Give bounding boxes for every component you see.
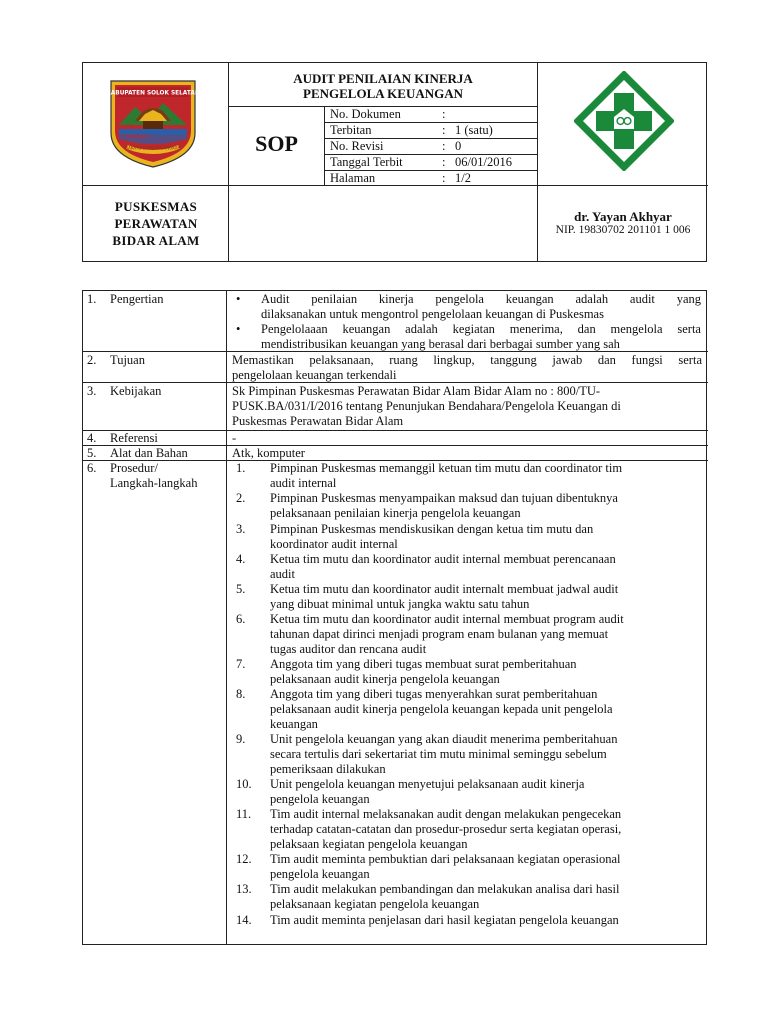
row-number: 2. — [87, 353, 97, 367]
step-line: Unit pengelola keuangan yang akan diaudit menerima pemberitahuan — [270, 732, 618, 746]
organization-line: BIDAR ALAM — [112, 233, 200, 248]
puskesmas-logo — [574, 71, 674, 171]
kebijakan-line: Puskesmas Perawatan Bidar Alam — [232, 414, 404, 428]
step-line: Ketua tim mutu dan koordinator audit internalt membuat jadwal audit — [270, 582, 619, 596]
row-title: Tujuan — [110, 353, 145, 367]
step-line: Pimpinan Puskesmas memanggil ketuan tim mutu dan coordinator tim — [270, 461, 623, 475]
step-number: 10. — [236, 777, 252, 791]
sop-body-table — [82, 290, 707, 945]
step-line: tahunan dapat dirinci menjadi program enam bulanan yang memuat — [270, 627, 609, 641]
organization-line: PUSKESMAS — [114, 199, 198, 214]
step-number: 8. — [236, 687, 246, 701]
signer-name: dr. Yayan Akhyar — [574, 209, 672, 224]
step-line: pengelola keuangan — [270, 792, 370, 806]
bullet-line: Pengelolaaan keuangan adalah kegiatan menerima, dan mengelola serta — [261, 322, 701, 336]
document-title — [229, 71, 537, 101]
row-number: 1. — [87, 292, 97, 306]
step-line: tugas auditor dan rencana audit — [270, 642, 427, 656]
title-line: AUDIT PENILAIAN KINERJA — [293, 71, 473, 86]
row-title: Langkah-langkah — [110, 476, 198, 490]
step-number: 6. — [236, 612, 246, 626]
row-title: Kebijakan — [110, 384, 162, 398]
row-number: 3. — [87, 384, 97, 398]
row-title: Alat dan Bahan — [110, 446, 188, 460]
meta-value: 06/01/2016 — [455, 155, 512, 169]
step-line: audit — [270, 567, 295, 581]
step-line: pemeriksaan dilakukan — [270, 762, 386, 776]
step-line: pelaksaan kegiatan pengelola keuangan — [270, 837, 468, 851]
step-line: pelaksanaan audit kinerja pengelola keuangan — [270, 672, 500, 686]
organization-line: PERAWATAN — [114, 216, 198, 231]
step-line: pelaksanaan kegiatan pengelola keuangan — [270, 897, 480, 911]
bullet-icon: • — [236, 292, 241, 306]
meta-label: No. Dokumen — [330, 107, 401, 121]
kabupaten-crest-logo — [105, 77, 201, 169]
meta-label: Halaman — [330, 171, 376, 185]
step-number: 14. — [236, 913, 252, 927]
meta-value: 0 — [455, 139, 462, 153]
step-line: Tim audit meminta penjelasan dari hasil kegiatan pengelola keuangan — [270, 913, 619, 927]
step-number: 4. — [236, 552, 246, 566]
meta-row-halaman — [325, 171, 537, 186]
meta-colon: : — [442, 139, 446, 153]
step-number: 13. — [236, 882, 252, 896]
step-line: Pimpinan Puskesmas mendiskusikan dengan ketua tim mutu dan — [270, 522, 594, 536]
meta-label: Terbitan — [330, 123, 372, 137]
title-line: PENGELOLA KEUANGAN — [303, 86, 463, 101]
step-number: 5. — [236, 582, 246, 596]
step-line: Ketua tim mutu dan koordinator audit internal membuat perencanaan — [270, 552, 616, 566]
step-line: secara tertulis dari sekertariat tim mutu minimal seminggu sebelum — [270, 747, 607, 761]
step-line: Unit pengelola keuangan menyetujui pelaksanaan audit kinerja — [270, 777, 585, 791]
step-line: Anggota tim yang diberi tugas menyerahkan surat pemberitahuan — [270, 687, 598, 701]
row-title: Pengertian — [110, 292, 164, 306]
meta-label: Tanggal Terbit — [330, 155, 403, 169]
step-number: 11. — [236, 807, 252, 821]
crest-text-bottom: SAKATO SAMU SALANGKAH — [125, 145, 181, 151]
step-line: Pimpinan Puskesmas menyampaikan maksud dan tujuan dibentuknya — [270, 491, 618, 505]
step-number: 2. — [236, 491, 246, 505]
tujuan-line: Memastikan pelaksanaan, ruang lingkup, tanggung jawab dan fungsi serta — [232, 353, 702, 367]
alat-bahan-value: Atk, komputer — [232, 446, 305, 460]
bullet-line: Audit penilaian kinerja pengelola keuangan adalah audit yang — [261, 292, 701, 306]
step-line: audit internal — [270, 476, 337, 490]
step-line: pelaksanaan penilaian kinerja pengelola keuangan — [270, 506, 521, 520]
step-number: 3. — [236, 522, 246, 536]
crest-text-top: KABUPATEN SOLOK SELATAN — [106, 90, 200, 97]
step-line: keuangan — [270, 717, 318, 731]
meta-colon: : — [442, 155, 446, 169]
step-line: Tim audit meminta pembuktian dari pelaksanaan kegiatan operasional — [270, 852, 621, 866]
meta-value: 1/2 — [455, 171, 471, 185]
step-line: Tim audit melakukan pembandingan dan melakukan analisa dari hasil — [270, 882, 620, 896]
row-title: Prosedur/ — [110, 461, 158, 475]
divider — [226, 291, 227, 944]
step-number: 7. — [236, 657, 246, 671]
kebijakan-line: Sk Pimpinan Puskesmas Perawatan Bidar Alam Bidar Alam no : 800/TU- — [232, 384, 601, 398]
bullet-icon: • — [236, 322, 241, 336]
organization-name — [83, 198, 229, 249]
signer-nip: NIP. 19830702 201101 1 006 — [555, 224, 691, 236]
kebijakan-content — [232, 384, 702, 429]
meta-row-tanggal-terbit — [325, 155, 537, 170]
sop-header-table — [82, 62, 707, 262]
step-line: koordinator audit internal — [270, 537, 398, 551]
row-title: Referensi — [110, 431, 158, 445]
kebijakan-line: PUSK.BA/031/I/2016 tentang Penunjukan Bendahara/Pengelola Keuangan di — [232, 399, 621, 413]
step-number: 1. — [236, 461, 246, 475]
step-number: 12. — [236, 852, 252, 866]
meta-label: No. Revisi — [330, 139, 384, 153]
step-line: Anggota tim yang diberi tugas membuat surat pemberitahuan — [270, 657, 577, 671]
step-line: pelaksanaan audit kinerja pengelola keuangan kepada unit pengelola — [270, 702, 613, 716]
bullet-line: mendistribusikan keuangan yang berasal dari berbagai sumber yang sah — [261, 337, 620, 351]
step-line: Ketua tim mutu dan koordinator audit internal membuat program audit — [270, 612, 624, 626]
row-number: 5. — [87, 446, 97, 460]
step-line: yang dibuat minimal untuk jangka waktu satu tahun — [270, 597, 530, 611]
step-line: Tim audit internal melaksanakan audit dengan melakukan pengecekan — [270, 807, 622, 821]
bullet-line: dilaksanakan untuk mengontrol pengelolaan keuangan di Puskesmas — [261, 307, 604, 321]
row-number: 4. — [87, 431, 97, 445]
meta-colon: : — [442, 123, 446, 137]
step-number: 9. — [236, 732, 246, 746]
meta-row-terbitan — [325, 123, 537, 138]
step-line: pengelola keuangan — [270, 867, 370, 881]
sop-label: SOP — [255, 131, 298, 156]
step-line: terhadap catatan-catatan dan prosedur-prosedur serta kegiatan operasi, — [270, 822, 622, 836]
tujuan-line: pengelolaan keuangan terkendali — [232, 368, 397, 382]
meta-colon: : — [442, 171, 446, 185]
meta-value: 1 (satu) — [455, 123, 493, 137]
meta-colon: : — [442, 107, 446, 121]
tujuan-content — [232, 353, 702, 383]
referensi-value: - — [232, 431, 237, 445]
meta-row-no-dokumen — [325, 107, 537, 122]
meta-row-no-revisi — [325, 139, 537, 154]
row-number: 6. — [87, 461, 97, 475]
